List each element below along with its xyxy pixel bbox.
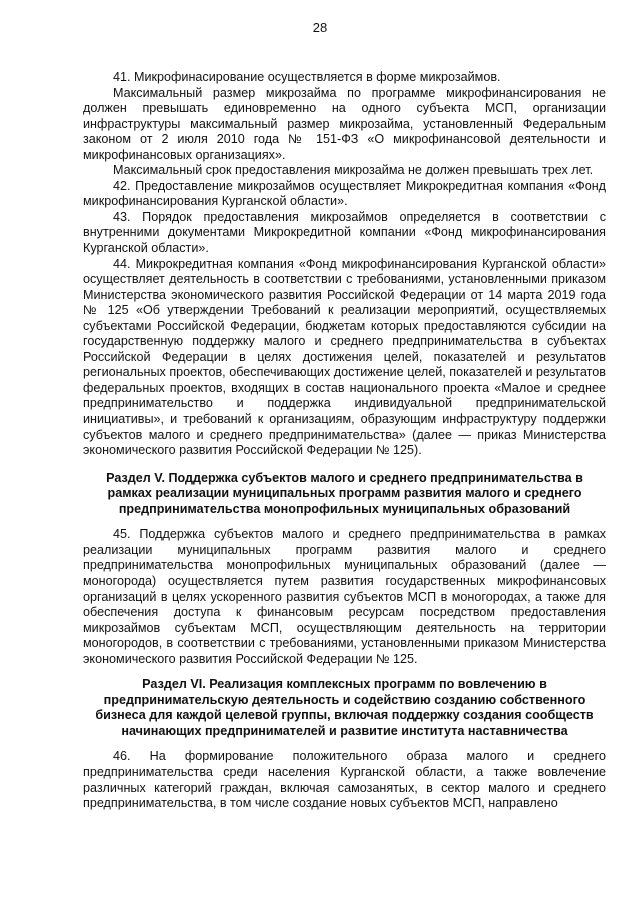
paragraph-45: 45. Поддержка субъектов малого и среднего предпринимательства в рамках реализации муниципальных программ развития малого и среднего предпринимательства монопрофильных муниципальных образований (далее — моногорода) осуществляется путем развития государственных микрофинансовых организаций в целях ускоренного развития субъектов МСП в моногородах, а также для обеспечения доступа к финансовым ресурсам посредством предоставления микрозаймов субъектам МСП, осуществляющим деятельность на территории моногородов, в соответствии с требованиями, установленными приказом Министерства экономического развития Российской Федерации № 125. — [83, 527, 606, 666]
paragraph-43: 43. Порядок предоставления микрозаймов определяется в соответствии с внутренними документами Микрокредитной компании «Фонд микрофинансирования Курганской области». — [83, 209, 606, 256]
section-5-heading: Раздел V. Поддержка субъектов малого и среднего предпринимательства в рамках реализации муниципальных программ развития малого и среднего предпринимательства монопрофильных муниципальных образований — [106, 470, 583, 516]
page-content — [83, 70, 606, 812]
paragraph-41: 41. Микрофинасирование осуществляется в форме микрозаймов. — [113, 70, 501, 84]
paragraph-44: 44. Микрокредитная компания «Фонд микрофинансирования Курганской области» осуществляет деятельность в соответствии с требованиями, установленными приказом Министерства экономического развития Российской Федерации от 14 марта 2019 года № 125 «Об утверждении Требований к реализации мероприятий, осуществляемых субъектами Российской Федерации, бюджетам которых предоставляются субсидии на государственную поддержку малого и среднего предпринимательства в субъектах Российской Федерации в целях достижения целей, показателей и результатов региональных проектов, обеспечивающих достижение целей, показателей и результатов федеральных проектов, входящих в состав национального проекта «Малое и среднее предпринимательство и поддержка индивидуальной предпринимательской инициативы», и требований к организациям, образующим инфраструктуру поддержки субъектов малого и среднего предпринимательства» (далее — приказ Министерства экономического развития Российской Федерации № 125). — [83, 256, 606, 458]
paragraph-41-max-size: Максимальный размер микрозайма по программе микрофинансирования не должен превышать единовременно на одного субъекта МСП, организации инфраструктуры максимальный размер микрозайма, установленный Федеральным законом от 2 июля 2010 года № 151-ФЗ «О микрофинансовой деятельности и микрофинансовых организациях». — [83, 85, 606, 162]
paragraph-42: 42. Предоставление микрозаймов осуществляет Микрокредитная компания «Фонд микрофинансирования Курганской области». — [83, 178, 606, 209]
section-6-heading: Раздел VI. Реализация комплексных программ по вовлечению в предпринимательскую деятельность и содействию созданию собственного бизнеса для каждой целевой группы, включая поддержку создания сообществ начинающих предпринимателей и развитие института наставничества — [95, 677, 594, 738]
paragraph-46: 46. На формирование положительного образа малого и среднего предпринимательства среди населения Курганской области, а также вовлечение различных категорий граждан, включая самозанятых, в сектор малого и среднего предпринимательства, в том числе создание новых субъектов МСП, направлено — [83, 749, 606, 811]
page-number: 28 — [312, 20, 328, 35]
paragraph-41-max-term: Максимальный срок предоставления микрозайма не должен превышать трех лет. — [113, 163, 594, 178]
